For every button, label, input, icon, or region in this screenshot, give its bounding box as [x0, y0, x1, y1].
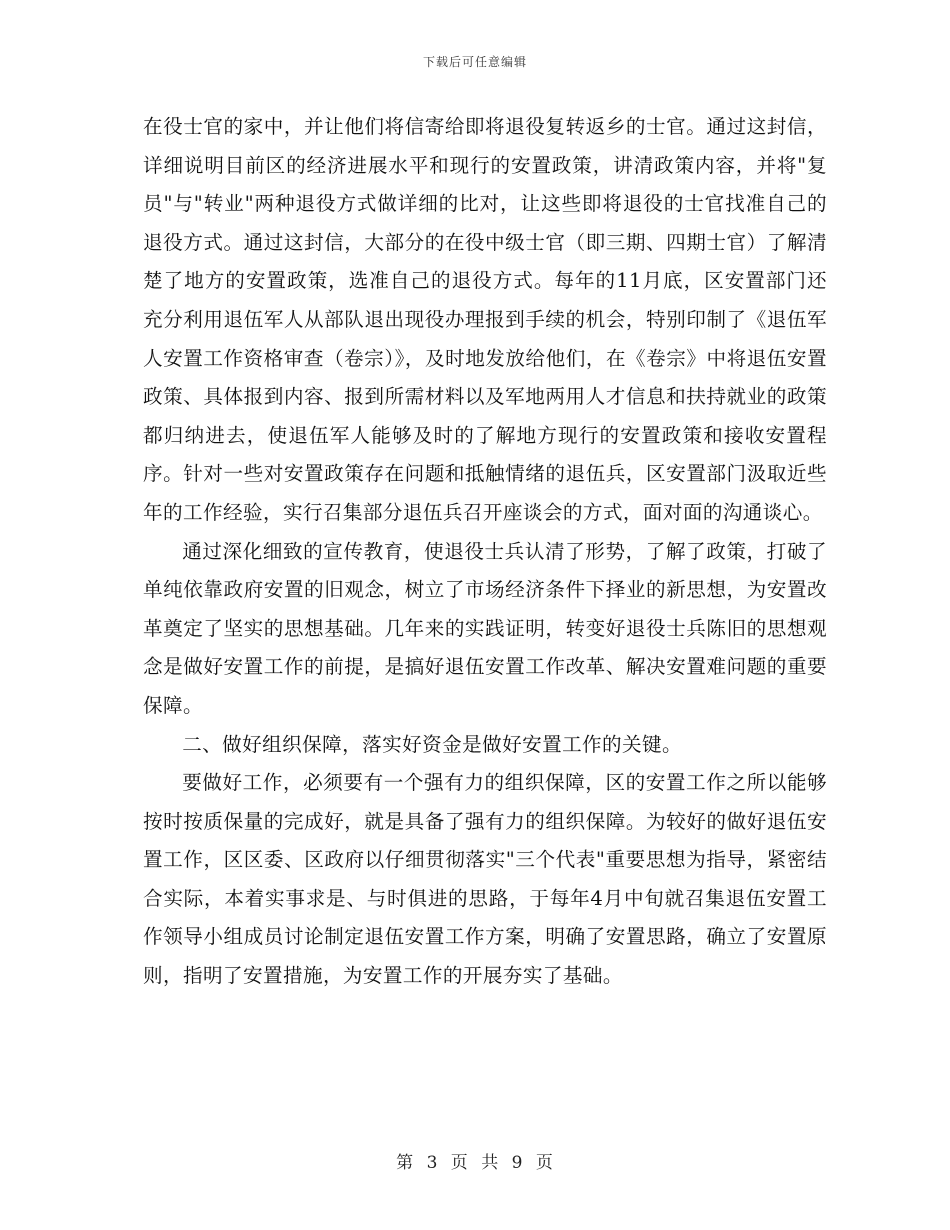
- section-heading-organization: 二、做好组织保障，落实好资金是做好安置工作的关键。: [182, 732, 683, 756]
- page-number-footer: 第 3 页 共 9 页: [396, 1153, 554, 1173]
- paragraph-continued: 在役士官的家中，并让他们将信寄给即将退役复转返乡的士官。通过这封信，详细说明目前区的经济进展水平和现行的安置政策，讲清政策内容，并将"复员"与"转业"两种退役方式做详细的比对，让这些即将退役的士官找准自己的退役方式。通过这封信，大部分的在役中级士官（即三期、四期士官）了解清楚了地方的安置政策，选准自己的退役方式。每年的11月底，区安置部门还充分利用退伍军人从部队退出现役办理报到手续的机会，特别印制了《退伍军人安置工作资格审查（卷宗）》，及时地发放给他们，在《卷宗》中将退伍安置政策、具体报到内容、报到所需材料以及军地两用人才信息和扶持就业的政策都归纳进去，使退伍军人能够及时的了解地方现行的安置政策和接收安置程序。针对一些对安置政策存在问题和抵触情绪的退伍兵，区安置部门汲取近些年的工作经验，实行召集部分退伍兵召开座谈会的方式，面对面的沟通谈心。: [143, 115, 827, 524]
- page-header: 下载后可任意编辑: [422, 55, 527, 69]
- paragraph-propaganda: 通过深化细致的宣传教育，使退役士兵认清了形势，了解了政策，打破了单纯依靠政府安置的旧观念，树立了市场经济条件下择业的新思想，为安置改革奠定了坚实的思想基础。几年来的实践证明，转变好退役士兵陈旧的思想观念是做好安置工作的前提，是搞好退伍安置工作改革、解决安置难问题的重要保障。: [143, 539, 827, 717]
- paragraph-organization: 要做好工作，必须要有一个强有力的组织保障，区的安置工作之所以能够按时按质保量的完成好，就是具备了强有力的组织保障。为较好的做好退伍安置工作，区区委、区政府以仔细贯彻落实"三个代表"重要思想为指导，紧密结合实际，本着实事求是、与时俱进的思路，于每年4月中旬就召集退伍安置工作领导小组成员讨论制定退伍安置工作方案，明确了安置思路，确立了安置原则，指明了安置措施，为安置工作的开展夯实了基础。: [143, 771, 827, 988]
- document-body: [143, 108, 827, 996]
